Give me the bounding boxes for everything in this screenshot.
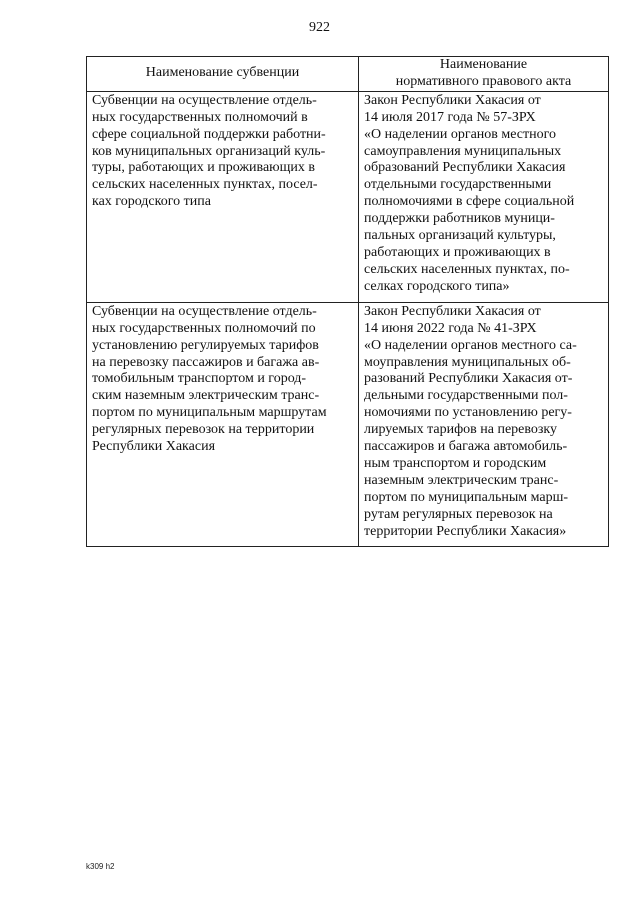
subvention-cell	[87, 302, 359, 546]
subventions-table	[86, 56, 609, 547]
footer-document-code: k309 h2	[86, 862, 115, 871]
header-legal-act-label: Наименование нормативного правового акта	[395, 57, 572, 89]
page-number: 922	[309, 20, 330, 35]
header-subvention-label: Наименование субвенции	[145, 65, 300, 81]
legal-act-text: Закон Республики Хакасия от 14 июля 2017 года № 57-ЗРХ «О наделении органов местного самоуправления муниципальных образований Республики Хакасия отдельными государственными полномочиями в сфере социальной поддержки работников муници- пальных организаций культуры, работающих и проживающих в сельских населенных пунктах, по- селках городского типа»	[364, 92, 575, 294]
subvention-text: Субвенции на осуществление отдель- ных государственных полномочий по установлению регулируемых тарифов на перевозку пассажиров и багажа ав- томобильным транспортом и город- ским наземным электрическим транс- портом по муниципальным маршрутам регулярных перевозок на территории Республики Хакасия	[92, 303, 327, 455]
table-header-row	[87, 57, 609, 92]
legal-act-text: Закон Республики Хакасия от 14 июня 2022 года № 41-ЗРХ «О наделении органов местного са- моуправления муниципальных об- разований Республики Хакасия от- дельными государственными пол- номочиями по установлению регу- лируемых тарифов на перевозку пассажиров и багажа автомобиль- ным транспортом и городским наземным электрическим транс- портом по муниципальным марш- рутам регулярных перевозок на территории Республики Хакасия»	[364, 303, 577, 539]
table-row	[87, 91, 609, 302]
subvention-text: Субвенции на осуществление отдель- ных государственных полномочий в сфере социальной поддержки работни- ков муниципальных организаций куль- туры, работающих и проживающих в сельских населенных пунктах, посел- ках городского типа	[92, 92, 326, 210]
subvention-cell	[87, 91, 359, 302]
header-subvention-name	[87, 57, 359, 92]
header-legal-act-name	[359, 57, 609, 92]
table-row	[87, 302, 609, 546]
legal-act-cell	[359, 91, 609, 302]
legal-act-cell	[359, 302, 609, 546]
